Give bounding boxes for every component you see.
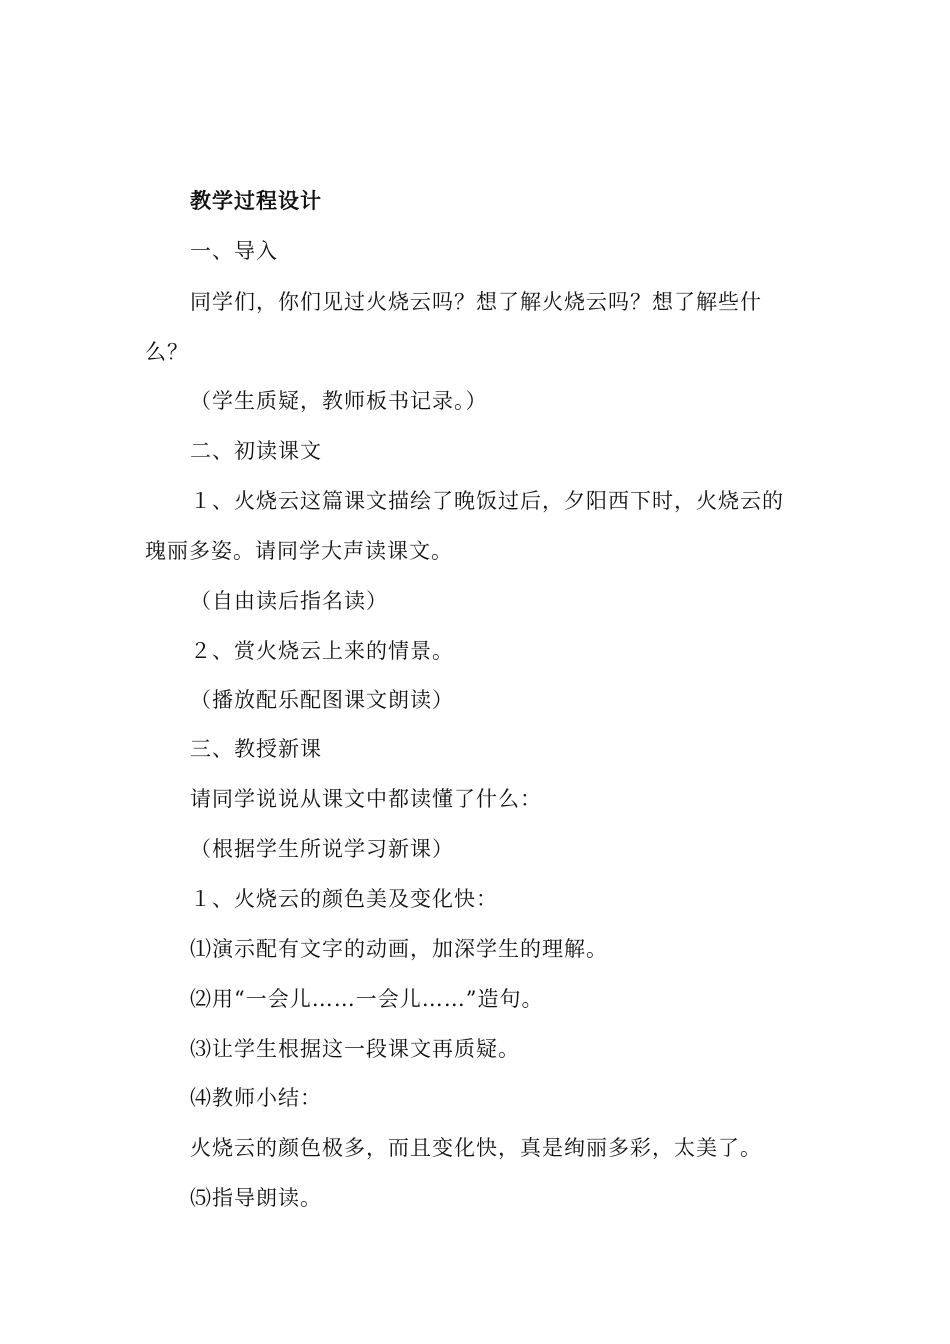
paragraph-line: 瑰丽多姿。请同学大声读课文。 bbox=[145, 539, 453, 563]
list-item: ⑶让学生根据这一段课文再质疑。 bbox=[190, 1037, 520, 1061]
paragraph-line: 么？ bbox=[145, 340, 189, 364]
paragraph-line: （根据学生所说学习新课） bbox=[190, 837, 454, 861]
paragraph-line: 火烧云的颜色极多，而且变化快，真是绚丽多彩，太美了。 bbox=[190, 1136, 762, 1160]
paragraph-line: 请同学说说从课文中都读懂了什么： bbox=[190, 787, 542, 811]
section-heading-first-reading: 二、初读课文 bbox=[190, 439, 322, 463]
list-item: ⑴演示配有文字的动画，加深学生的理解。 bbox=[190, 937, 608, 961]
paragraph-line: １、火烧云这篇课文描绘了晚饭过后，夕阳西下时，火烧云的 bbox=[190, 489, 784, 513]
list-item: ⑷教师小结： bbox=[190, 1086, 322, 1110]
paragraph-line: ２、赏火烧云上来的情景。 bbox=[190, 639, 454, 663]
list-item: ⑸指导朗读。 bbox=[190, 1186, 322, 1210]
paragraph-line: １、火烧云的颜色美及变化快： bbox=[190, 887, 498, 911]
section-heading-intro: 一、导入 bbox=[190, 239, 278, 263]
paragraph-line: （播放配乐配图课文朗读） bbox=[190, 688, 454, 712]
paragraph-line: （自由读后指名读） bbox=[190, 589, 388, 613]
paragraph-line: （学生质疑，教师板书记录。） bbox=[190, 389, 488, 413]
section-heading-new-lesson: 三、教授新课 bbox=[190, 737, 322, 761]
document-title: 教学过程设计 bbox=[190, 189, 322, 213]
list-item: ⑵用“一会儿……一会儿……”造句。 bbox=[190, 987, 544, 1011]
paragraph-line: 同学们，你们见过火烧云吗？想了解火烧云吗？想了解些什 bbox=[190, 290, 762, 314]
